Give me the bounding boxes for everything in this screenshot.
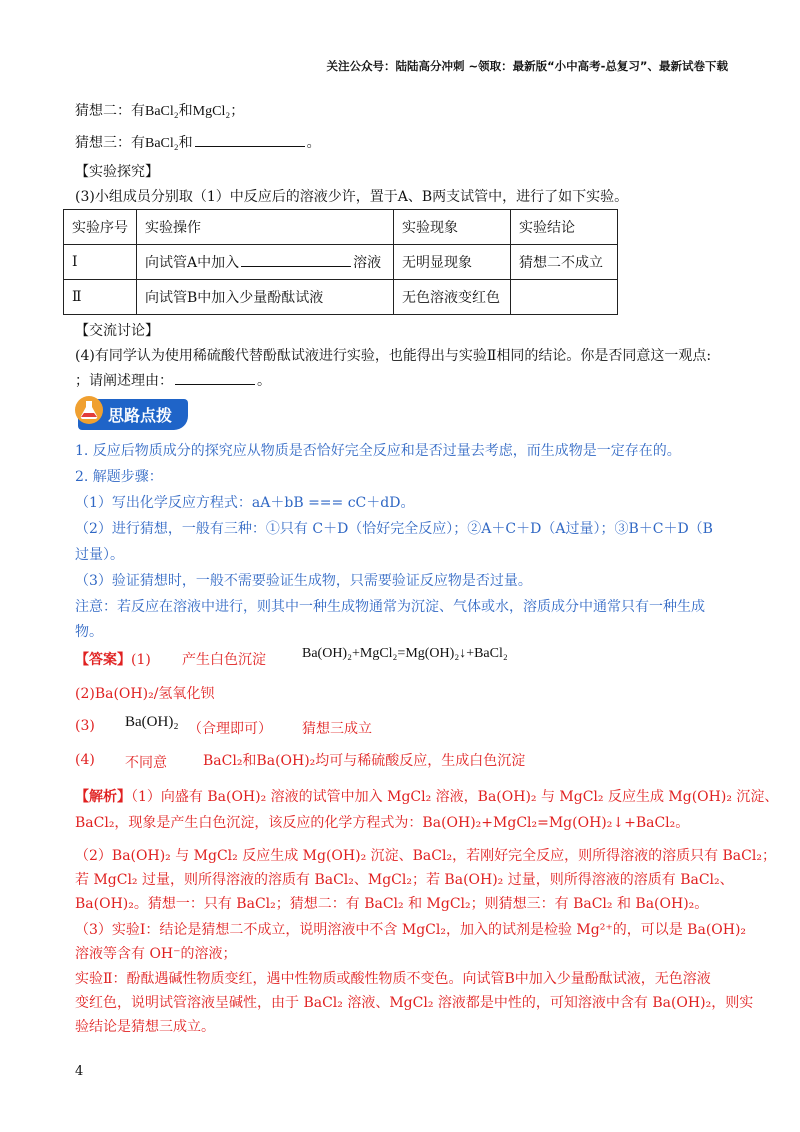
- answer-2: (2)Ba(OH)₂/氢氧化钡: [75, 686, 215, 702]
- table-cell: [511, 280, 618, 315]
- table-header: 实验序号: [64, 210, 137, 245]
- tip-5: （3）验证猜想时，一般不需要验证生成物，只需要验证反应物是否过量。: [75, 573, 532, 589]
- answer-4-reason: BaCl₂和Ba(OH)₂均可与稀硫酸反应，生成白色沉淀: [203, 753, 526, 769]
- page-number: 4: [75, 1064, 84, 1079]
- tips-logo: [78, 399, 188, 430]
- answer-blank[interactable]: [175, 372, 255, 385]
- tip-1: 1. 反应后物质成分的探究应从物质是否恰好完全反应和是否过量去考虑，而生成物是一定存在的。: [75, 443, 681, 459]
- answer-3-note: （合理即可）: [188, 721, 272, 737]
- flask-icon: [74, 395, 104, 425]
- table-header-row: [64, 210, 618, 245]
- tip-2: 2. 解题步骤：: [75, 469, 163, 485]
- answer-1-text: 产生白色沉淀: [182, 652, 266, 668]
- table-cell: Ⅱ: [64, 280, 137, 315]
- analysis-4: 实验Ⅱ：酚酞遇碱性物质变红，遇中性物质或酸性物质不变色。向试管B中加入少量酚酞试液，无色溶液: [75, 971, 711, 987]
- answer-3-number: (3): [75, 718, 95, 734]
- analysis-1-cont: BaCl₂，现象是产生白色沉淀，该反应的化学方程式为：Ba(OH)₂+MgCl₂=Mg(OH)₂↓+BaCl₂。: [75, 815, 690, 831]
- tip-6: 注意：若反应在溶液中进行，则其中一种生成物通常为沉淀、气体或水，溶质成分中通常只有一种生成: [75, 599, 705, 615]
- table-cell: Ⅰ: [64, 245, 137, 280]
- answer-4-stance: 不同意: [125, 755, 167, 771]
- table-header: 实验结论: [511, 210, 618, 245]
- answer-3-conclusion: 猜想三成立: [302, 721, 372, 737]
- analysis-2-cont: 若 MgCl₂ 过量，则所得溶液的溶质有 BaCl₂、MgCl₂；若 Ba(OH)₂ 过量，则所得溶液的溶质有 BaCl₂、: [75, 872, 734, 888]
- question-4-reason: ；请阐述理由： 。: [75, 373, 271, 389]
- question-4: (4)有同学认为使用稀硫酸代替酚酞试液进行实验，也能得出与实验Ⅱ相同的结论。你是否同意这一观点:: [75, 348, 712, 364]
- analysis-3-cont: 溶液等含有 OH⁻的溶液；: [75, 946, 237, 962]
- tip-6-cont: 物。: [75, 624, 103, 640]
- analysis-1: 【解析】（1）向盛有 Ba(OH)₂ 溶液的试管中加入 MgCl₂ 溶液，Ba(OH)₂ 与 MgCl₂ 反应生成 Mg(OH)₂ 沉淀、: [75, 789, 779, 805]
- question-3: (3)小组成员分别取（1）中反应后的溶液少许，置于A、B两支试管中，进行了如下实验。: [75, 189, 629, 205]
- analysis-2-end: Ba(OH)₂。猜想一：只有 BaCl₂；猜想二：有 BaCl₂ 和 MgCl₂；则猜想三：有 BaCl₂ 和 Ba(OH)₂。: [75, 896, 709, 912]
- answer-1: 【答案】(1): [75, 652, 151, 668]
- tip-4: （2）进行猜想，一般有三种：①只有 C＋D（恰好完全反应）；②A＋C＋D（A过量）；③B＋C＋D（B: [75, 521, 713, 537]
- answer-4-number: (4): [75, 752, 95, 768]
- page-header: 关注公众号：陆陆高分冲刺 ~领取：最新版“小中高考-总复习”、最新试卷下载: [326, 59, 728, 73]
- table-cell: 向试管A中加入 溶液: [137, 245, 394, 280]
- experiment-table: [63, 209, 618, 315]
- analysis-3: （3）实验Ⅰ：结论是猜想二不成立，说明溶液中不含 MgCl₂，加入的试剂是检验 Mg²⁺的，可以是 Ba(OH)₂: [75, 922, 747, 938]
- tip-4-cont: 过量）。: [75, 547, 124, 563]
- table-header: 实验操作: [137, 210, 394, 245]
- answer-3-chem: Ba(OH)₂: [125, 714, 179, 730]
- table-cell: 无色溶液变红色: [394, 280, 511, 315]
- table-row: [64, 280, 618, 315]
- table-cell: 无明显现象: [394, 245, 511, 280]
- section-explore: 【实验探究】: [75, 164, 159, 180]
- tips-title: 思路点拨: [108, 406, 173, 425]
- analysis-2: （2）Ba(OH)₂ 与 MgCl₂ 反应生成 Mg(OH)₂ 沉淀、BaCl₂，若刚好完全反应，则所得溶液的溶质只有 BaCl₂；: [75, 848, 776, 864]
- answer-blank[interactable]: [195, 134, 305, 147]
- table-cell: 向试管B中加入少量酚酞试液: [137, 280, 394, 315]
- guess-three: 猜想三：有BaCl₂和 。: [75, 135, 321, 151]
- table-row: [64, 245, 618, 280]
- analysis-4-end: 验结论是猜想三成立。: [75, 1019, 215, 1035]
- tip-3: （1）写出化学反应方程式：aA＋bB === cC＋dD。: [75, 495, 415, 511]
- answer-blank[interactable]: [241, 254, 351, 267]
- answer-1-equation: Ba(OH)₂+MgCl₂=Mg(OH)₂↓+BaCl₂: [302, 646, 508, 661]
- table-header: 实验现象: [394, 210, 511, 245]
- table-cell: 猜想二不成立: [511, 245, 618, 280]
- guess-two: 猜想二：有BaCl₂和MgCl₂；: [75, 103, 245, 119]
- section-discuss: 【交流讨论】: [75, 323, 159, 339]
- analysis-4-cont: 变红色，说明试管溶液呈碱性，由于 BaCl₂ 溶液、MgCl₂ 溶液都是中性的，可知溶液中含有 Ba(OH)₂，则实: [75, 995, 754, 1011]
